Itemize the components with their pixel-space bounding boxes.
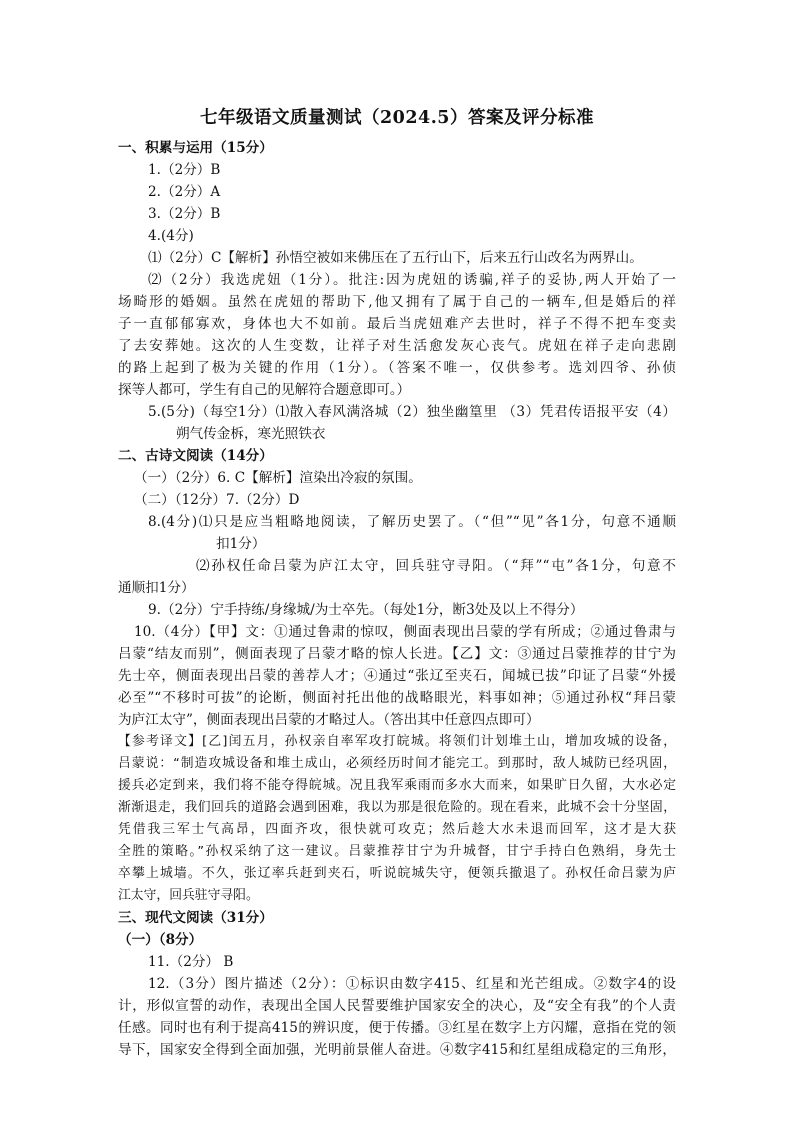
section-1-heading: 一、积累与运用（15分） (118, 140, 273, 156)
reference-translation-line: 卒攀上城墙。不久，张辽率兵赶到夹石，听说皖城失守，便领兵撤退了。孙权任命吕蒙为庐 (118, 866, 676, 881)
answer-q9: 9.（2分）宁手持练/身缘城/为士卒先。（每处1分，断3处及以上不得分） (148, 602, 584, 618)
reference-translation-line: 全胜的策略。”孙权采纳了这一建议。吕蒙推荐甘宁为升城督，甘宁手持白色熟绢，身先士 (118, 844, 676, 859)
page-title: 七年级语文质量测试（2024.5）答案及评分标准 (200, 108, 594, 128)
answer-q11: 11.（2分） B (148, 954, 234, 970)
reference-translation-line: 江太守，回兵驻守寻阳。 (118, 888, 259, 903)
section-3-heading: 三、现代文阅读（31分） (118, 910, 273, 926)
reference-translation-line: 【参考译文】[乙]闰五月，孙权亲自率军攻打皖城。将领们计划堆土山，增加攻城的设备， (118, 734, 676, 749)
answer-part2-q7: （二）（12分）7.（2分）D (134, 492, 300, 508)
answer-q3: 3.（2分）B (148, 206, 221, 222)
section-2-heading: 二、古诗文阅读（14分） (118, 448, 273, 464)
answer-q12-line: 任感。同时也有利于提高415的辨识度，便于传播。③红星在数字上方闪耀，意指在党的领 (118, 1020, 676, 1036)
answer-q5-line: 5.(5分)（每空1分）⑴散入春风满洛城（2）独坐幽篁里 （3）凭君传语报平安（4） (148, 404, 676, 420)
answer-q8-line: 8.(4分)⑴只是应当粗略地阅读，了解历史罢了。（“但”“见”各1分，句意不通顺 (148, 514, 676, 530)
answer-q10-line: 10.（4分）【甲】文：①通过鲁肃的惊叹，侧面表现出吕蒙的学有所成；②通过鲁肃与 (134, 624, 676, 640)
answer-q4: 4.(4分) (148, 228, 194, 244)
answer-q1: 1.（2分）B (148, 162, 221, 178)
reference-translation-line: 渐渐退走，我们回兵的道路会遇到困难，我以为那是很危险的。现在看来，此城不会十分坚固， (118, 800, 676, 815)
answer-q4-part2-line: 了去安葬她。这次的人生变数，让祥子对生活愈发灰心丧气。虎妞在祥子走向悲剧 (118, 338, 676, 354)
answer-q2: 2.（2分）A (148, 184, 221, 200)
answer-q4-part2-line: 的路上起到了极为关键的作用（1分）。（答案不唯一，仅供参考。选刘四爷、孙侦 (118, 360, 676, 376)
reference-translation-line: 凭借我三军士气高昂，四面齐攻，很快就可攻克；然后趁大水未退而回军，这才是大获 (118, 822, 676, 837)
answer-q8-line: ⑵孙权任命吕蒙为庐江太守，回兵驻守寻阳。（“拜”“屯”各1分，句意不 (196, 558, 676, 574)
answer-q4-part2-line: ⑵（2分）我选虎妞（1分）。批注:因为虎妞的诱骗,祥子的妥协,两人开始了一 (148, 272, 676, 288)
reference-translation-line: 援兵必定到来，我们将不能夺得皖城。况且我军乘雨而多水大而来，如果旷日久留，大水必定 (118, 778, 676, 793)
answer-q5-line: 朔气传金柝，寒光照铁衣 (176, 426, 326, 442)
answer-part1-q6: （一）（2分）6. C【解析】渲染出冷寂的氛围。 (134, 470, 422, 486)
answer-q4-part1: ⑴（2分）C【解析】孙悟空被如来佛压在了五行山下，后来五行山改名为两界山。 (148, 250, 643, 266)
reference-translation-line: 吕蒙说：“制造攻城设备和堆土成山，必须经历时间才能完工。到那时，敌人城防已经巩固， (118, 756, 676, 771)
answer-q10-line: 吕蒙“结友而别”，侧面表现了吕蒙才略的惊人长进。【乙】文：③通过吕蒙推荐的甘宁为 (118, 646, 676, 662)
answer-q10-line: 必至”“不移时可拔”的论断，侧面衬托出他的战略眼光，料事如神；⑤通过孙权“拜吕蒙 (118, 690, 676, 706)
answer-q4-part2-line: 场畸形的婚姻。虽然在虎妞的帮助下,他又拥有了属于自己的一辆车,但是婚后的祥 (118, 294, 676, 310)
answer-q4-part2-line: 探等人都可，学生有自己的见解符合题意即可。） (118, 382, 411, 398)
answer-q10-line: 先士卒，侧面表现出吕蒙的善荐人才；④通过“张辽至夹石，闻城已拔”印证了吕蒙“外援 (118, 668, 676, 684)
answer-q4-part2-line: 子一直郁郁寡欢，身体也大不如前。最后当虎妞难产去世时，祥子不得不把车变卖 (118, 316, 676, 332)
answer-q12-line: 导下，国家安全得到全面加强，光明前景催人奋进。④数字415和红星组成稳定的三角形， (118, 1042, 676, 1058)
answer-q8-line: 扣1分） (216, 536, 266, 552)
section-3-sub-heading: （一）（8分） (118, 932, 203, 948)
answer-q12-line: 12.（3分）图片描述（2分）：①标识由数字415、红星和光芒组成。②数字4的设 (148, 976, 676, 992)
answer-q12-line: 计，形似宣誓的动作，表现出全国人民誓要维护国家安全的决心，及“安全有我”的个人责 (118, 998, 676, 1014)
answer-q10-line: 为庐江太守”，侧面表现出吕蒙的才略过人。（答出其中任意四点即可） (118, 712, 540, 728)
answer-q8-line: 通顺扣1分） (118, 580, 195, 596)
